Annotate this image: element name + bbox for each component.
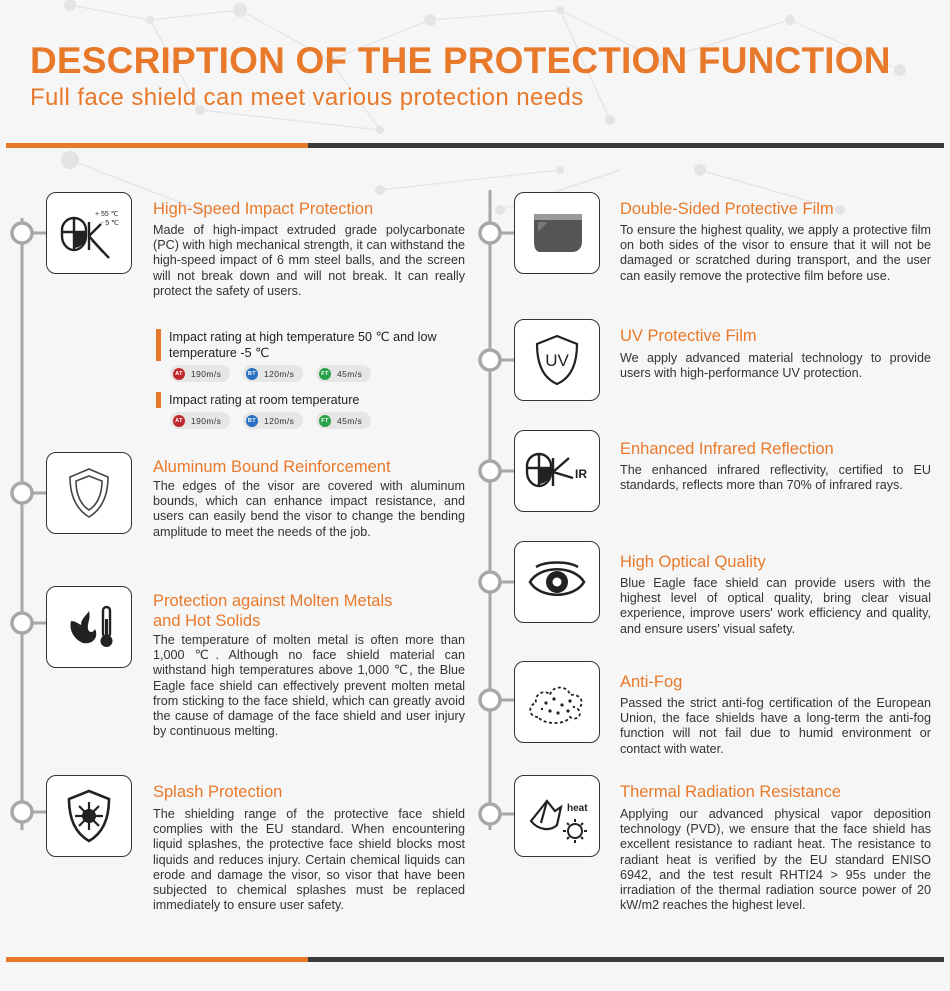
svg-text:- 5 ℃: - 5 ℃: [101, 220, 119, 227]
impact-title: High-Speed Impact Protection: [153, 200, 374, 218]
eye-icon: [514, 541, 600, 623]
svg-text:UV: UV: [545, 351, 569, 370]
uv-shield-icon: [514, 319, 600, 401]
rating-chip-ft: FT 45m/s: [316, 412, 371, 429]
splash-description: The shielding range of the protective face shield complies with the EU standard. When encountering liquid splashes, the protective face shield blocks most liquids and reduces injury. Certain chemical liquids can erode and damage the visor, so visor that have been subjected to chemical splashes must be replaced immediately to ensure user safety.: [153, 807, 465, 913]
page-title: DESCRIPTION OF THE PROTECTION FUNCTION: [30, 40, 891, 81]
ir-description: The enhanced infrared reflectivity, certified to EU standards, reflects more than 70% of infrared rays.: [620, 463, 931, 493]
molten-metal-icon: [46, 586, 132, 668]
rating-chip-at: AT 190m/s: [170, 365, 230, 382]
svg-text:IR: IR: [575, 467, 587, 481]
aluminum-description: The edges of the visor are covered with aluminum bounds, which can enhance impact resistance, and users can easily bend the visor to change the bending amplitude to meet the needs of the job.: [153, 479, 465, 539]
molten-title-line2: and Hot Solids: [153, 612, 261, 630]
fog-cloud-icon: [514, 661, 600, 743]
splash-shield-icon: [46, 775, 132, 857]
uv-description: We apply advanced material technology to provide users with high-performance UV protection.: [620, 351, 931, 381]
bottom-divider: [6, 957, 944, 962]
protective-film-icon: [514, 192, 600, 274]
uv-title: UV Protective Film: [620, 327, 757, 345]
svg-text:+ 55 ℃: + 55 ℃: [95, 211, 119, 218]
rating-chip-at: AT 190m/s: [170, 412, 230, 429]
film-title: Double-Sided Protective Film: [620, 200, 834, 218]
aluminum-title: Aluminum Bound Reinforcement: [153, 458, 391, 476]
thermal-description: Applying our advanced physical vapor deposition technology (PVD), we ensure that the face shield has excellent resistance to radiant heat. The resistance to radiant heat is verified by the EU standard ENISO 6942, and the test result RHTI24 > 95s under the irradiation of the thermal radiation source power of 20 kW/m2 reaches the highest level.: [620, 807, 931, 913]
heat-radiation-icon: [514, 775, 600, 857]
optical-description: Blue Eagle face shield can provide users with the highest level of optical quality, bring clear visual experience, improve users' work efficiency and quality, and ensure users' visual safety.: [620, 576, 931, 636]
rating-label-high-low-temp: Impact rating at high temperature 50 ℃ and low temperature -5 ℃: [156, 329, 469, 361]
page-subtitle: Full face shield can meet various protection needs: [30, 84, 584, 111]
rating-chip-bt: BT 120m/s: [243, 365, 303, 382]
impact-description: Made of high-impact extruded grade polycarbonate (PC) with high mechanical strength, it can withstand the high-speed impact of 6 mm steel balls, and the screen will not break down and will not break. It can really protect the safety of users.: [153, 223, 465, 298]
svg-text:heat: heat: [567, 803, 588, 814]
splash-title: Splash Protection: [153, 783, 283, 801]
ir-title: Enhanced Infrared Reflection: [620, 440, 834, 458]
film-description: To ensure the highest quality, we apply a protective film on both sides of the visor to ensure that it will not be damaged or scratched during transport, and the user can easily remove the protective film before use.: [620, 223, 931, 283]
thermal-title: Thermal Radiation Resistance: [620, 783, 842, 801]
rating-chip-ft: FT 45m/s: [316, 365, 371, 382]
molten-description: The temperature of molten metal is often more than 1,000 ℃. Although no face shield material can withstand high temperatures above 1,000 ℃, the Blue Eagle face shield can effectively prevent molten metal from sticking to the face shield, which can greatly avoid the cause of damage of the face shield and user injury by continuous melting.: [153, 633, 465, 739]
optical-title: High Optical Quality: [620, 553, 766, 571]
impact-protection-icon: [46, 192, 132, 274]
molten-title-line1: Protection against Molten Metals: [153, 592, 393, 610]
antifog-title: Anti-Fog: [620, 673, 683, 691]
shield-icon: [46, 452, 132, 534]
antifog-description: Passed the strict anti-fog certification of the European Union, the face shields have a long-term the anti-fog function will not fail due to humid environment or contact with water.: [620, 696, 931, 756]
rating-chip-bt: BT 120m/s: [243, 412, 303, 429]
top-divider: [6, 143, 944, 148]
rating-label-room-temp: Impact rating at room temperature: [156, 392, 469, 408]
infrared-icon: [514, 430, 600, 512]
